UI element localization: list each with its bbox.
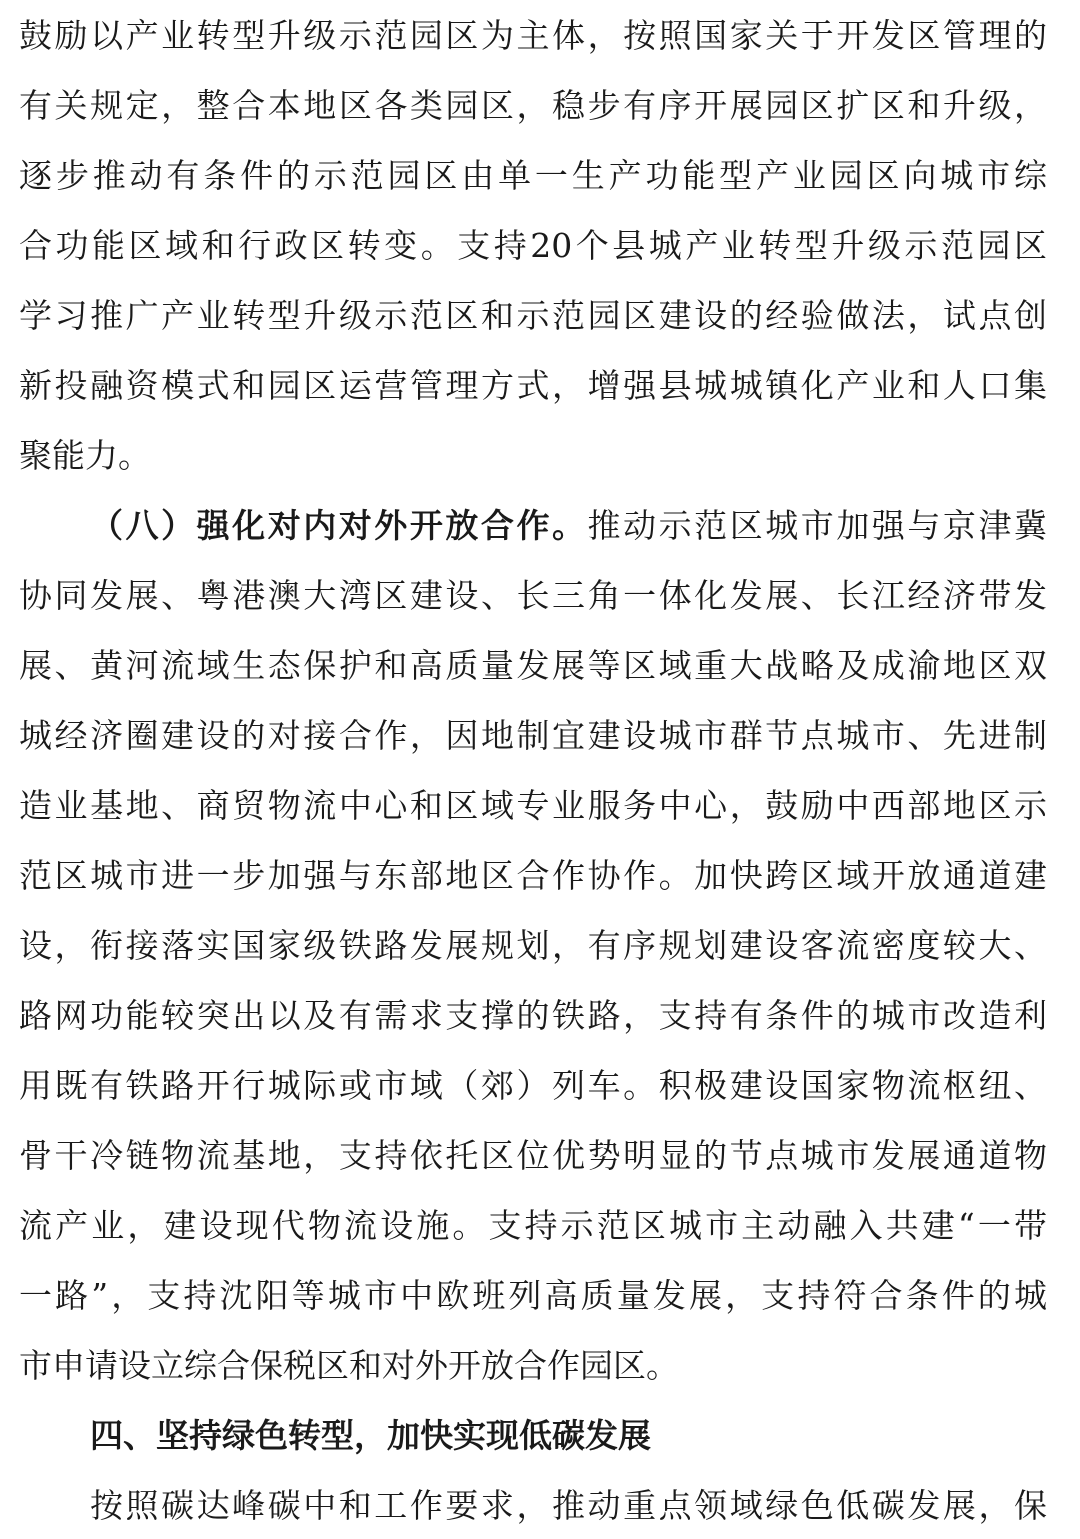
paragraph-2-line-7: 设，衔接落实国家级铁路发展规划，有序规划建设客流密度较大、 xyxy=(19,926,1047,965)
paragraph-1-line-6: 新投融资模式和园区运营管理方式，增强县城城镇化产业和人口集 xyxy=(19,366,1047,405)
paragraph-1-line-7: 聚能力。 xyxy=(19,436,151,475)
paragraph-2-line-5: 造业基地、商贸物流中心和区域专业服务中心，鼓励中西部地区示 xyxy=(19,786,1047,825)
paragraph-2-line-3: 展、黄河流域生态保护和高质量发展等区域重大战略及成渝地区双 xyxy=(19,646,1047,685)
paragraph-1-line-5: 学习推广产业转型升级示范区和示范园区建设的经验做法，试点创 xyxy=(19,296,1047,335)
paragraph-2-line-11: 流产业，建设现代物流设施。支持示范区城市主动融入共建“一带 xyxy=(19,1206,1047,1245)
paragraph-2-line-8: 路网功能较突出以及有需求支撑的铁路，支持有条件的城市改造利 xyxy=(19,996,1047,1035)
paragraph-1-line-3: 逐步推动有条件的示范园区由单一生产功能型产业园区向城市综 xyxy=(19,156,1047,195)
paragraph-1-line-1: 鼓励以产业转型升级示范园区为主体，按照国家关于开发区管理的 xyxy=(19,16,1047,55)
paragraph-2-line-2: 协同发展、粤港澳大湾区建设、长三角一体化发展、长江经济带发 xyxy=(19,576,1047,615)
section-heading: 四、坚持绿色转型，加快实现低碳发展 xyxy=(90,1416,651,1455)
paragraph-2-line-9: 用既有铁路开行城际或市域（郊）列车。积极建设国家物流枢纽、 xyxy=(19,1066,1047,1105)
paragraph-2-first-line-text: 推动示范区城市加强与京津冀 xyxy=(587,506,1047,545)
paragraph-2-line-10: 骨干冷链物流基地，支持依托区位优势明显的节点城市发展通道物 xyxy=(19,1136,1047,1175)
paragraph-2-line-13: 市申请设立综合保税区和对外开放合作园区。 xyxy=(19,1346,679,1385)
paragraph-2-first-line xyxy=(90,503,1047,549)
paragraph-3-first-line: 按照碳达峰碳中和工作要求，推动重点领域绿色低碳发展，保 xyxy=(90,1486,1047,1525)
paragraph-2-line-6: 范区城市进一步加强与东部地区合作协作。加快跨区域开放通道建 xyxy=(19,856,1047,895)
paragraph-2-line-12: 一路”，支持沈阳等城市中欧班列高质量发展，支持符合条件的城 xyxy=(19,1276,1047,1315)
paragraph-1-line-2: 有关规定，整合本地区各类园区，稳步有序开展园区扩区和升级， xyxy=(19,86,1047,125)
subsection-heading: （八）强化对内对外开放合作。 xyxy=(90,506,588,545)
paragraph-2-line-4: 城经济圈建设的对接合作，因地制宜建设城市群节点城市、先进制 xyxy=(19,716,1047,755)
paragraph-1-line-4: 合功能区域和行政区转变。支持20个县城产业转型升级示范园区 xyxy=(19,226,1047,265)
